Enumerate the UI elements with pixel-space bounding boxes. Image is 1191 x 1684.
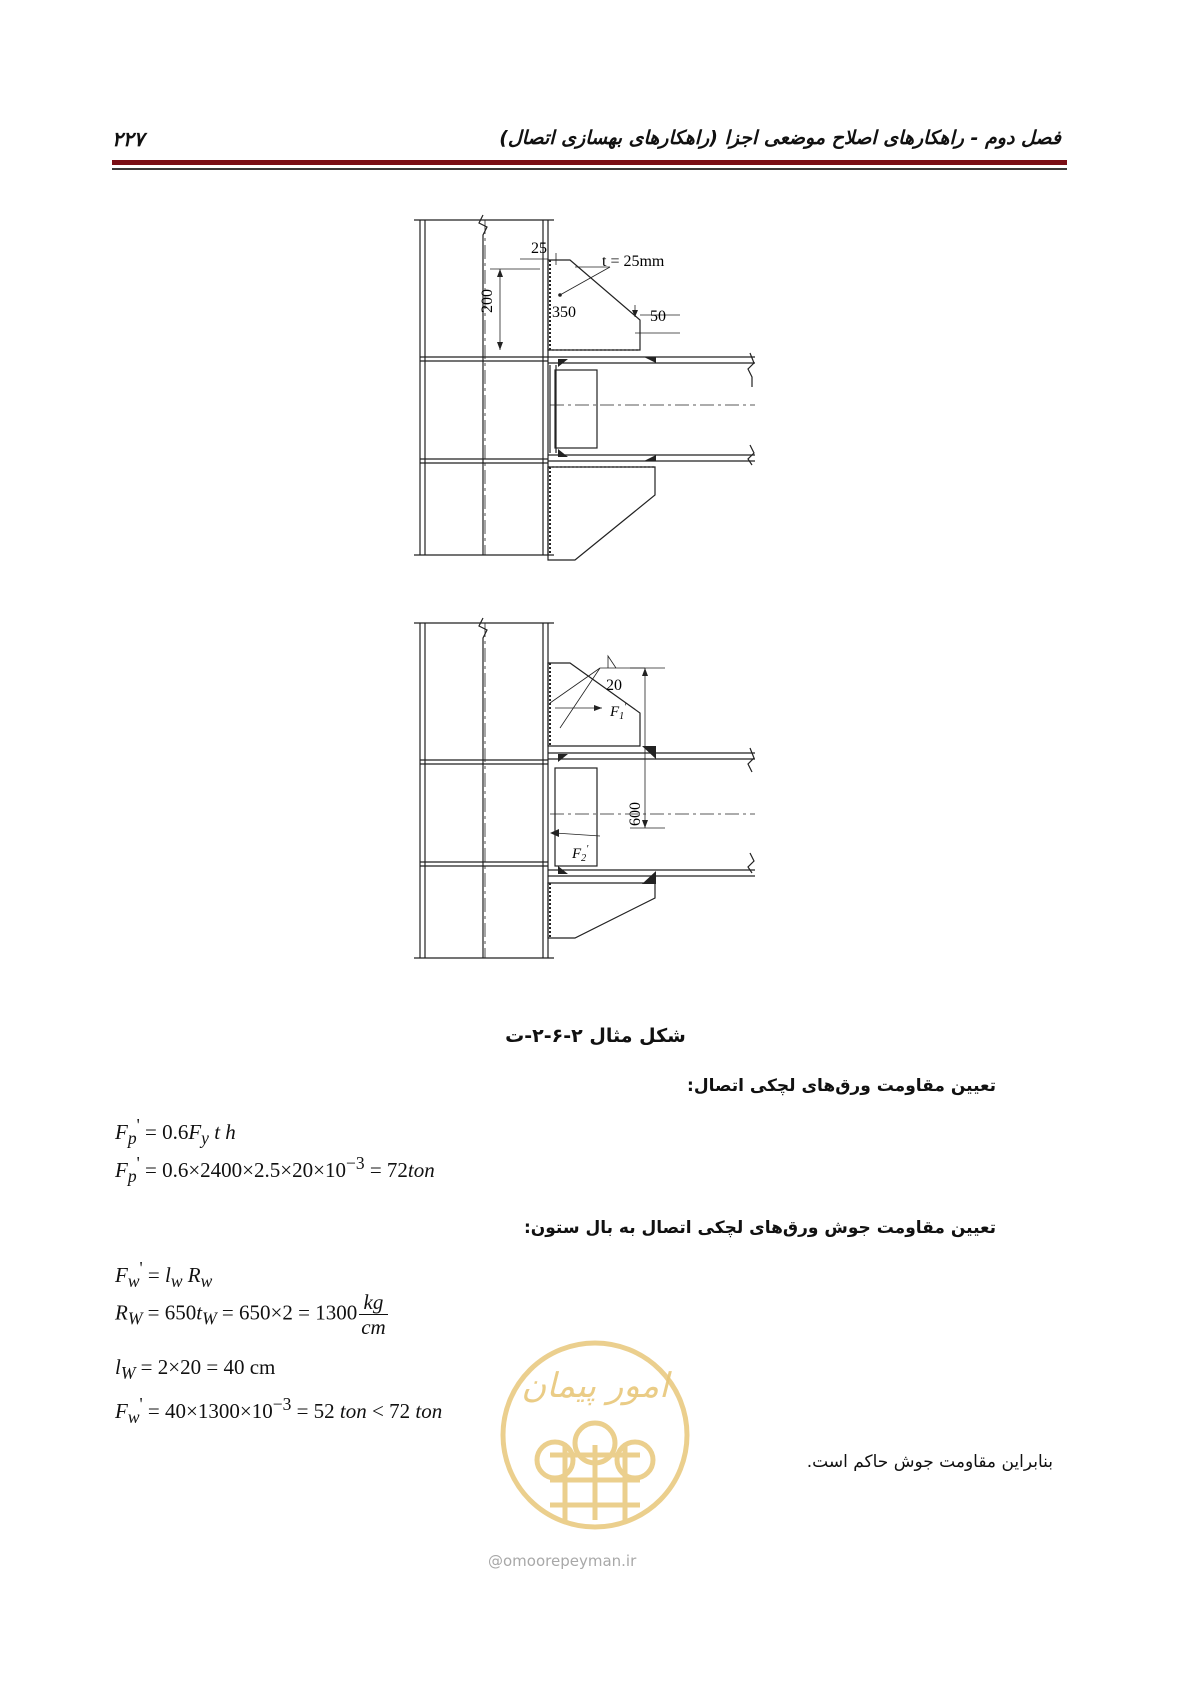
- page-number: ۲۲۷: [112, 127, 145, 151]
- dim-25: 25: [531, 240, 547, 257]
- figure-caption: شکل مثال ۲-۶-۲-ت: [505, 1025, 686, 1047]
- section-heading-weld-strength: تعیین مقاومت جوش ورق‌های لچکی اتصال به بال ستون:: [523, 1218, 996, 1238]
- thickness-label: t = 25mm: [602, 253, 665, 270]
- watermark-logo: [495, 1335, 695, 1545]
- dim-350: 350: [552, 304, 576, 321]
- header-rule-thin: [112, 168, 1067, 170]
- watermark-url: @omoorepeyman.ir: [488, 1552, 637, 1570]
- dim-50: 50: [650, 308, 666, 325]
- header-rule: [112, 160, 1067, 165]
- equation-fp-value: $F_p' = 0.6\times 2400\times 2.5\times 20\times 10^{-3} = 72ton$: [115, 1153, 435, 1187]
- connection-drawing-top: [400, 205, 800, 565]
- weld-size-20: 20: [606, 677, 622, 694]
- connection-drawing-bottom: [400, 608, 800, 968]
- equation-fw-value: $F_w' = 40\times 1300\times 10^{-3} = 52$ ton < 72 ton: [115, 1394, 443, 1428]
- equation-rw: $R_W = 650t_W = 650\times 2 = 1300$ $\frac{kg}{cm}$: [115, 1290, 386, 1339]
- dim-200: 200: [479, 289, 496, 313]
- equation-fp-formula: $F_p' = 0.6F_y$ t h: [115, 1115, 236, 1149]
- conclusion-text: بنابراین مقاومت جوش حاکم است.: [806, 1452, 1053, 1472]
- force-f1-label: $F_1'$: [610, 702, 627, 722]
- running-header-title: فصل دوم - راهکارهای اصلاح موضعی اجزا (راهکارهای بهسازی اتصال): [499, 127, 1061, 149]
- dim-600: 600: [627, 802, 644, 826]
- watermark-logo-text: امور پیمان: [521, 1366, 669, 1406]
- equation-fw-formula: $F_w' = l_w$ $R_w$: [115, 1258, 213, 1292]
- section-heading-plate-strength: تعیین مقاومت ورق‌های لچکی اتصال:: [687, 1076, 996, 1096]
- force-f2-label: $F_2'$: [572, 844, 589, 864]
- equation-lw: $l_W = 2\times 20 = 40$ cm: [115, 1355, 276, 1384]
